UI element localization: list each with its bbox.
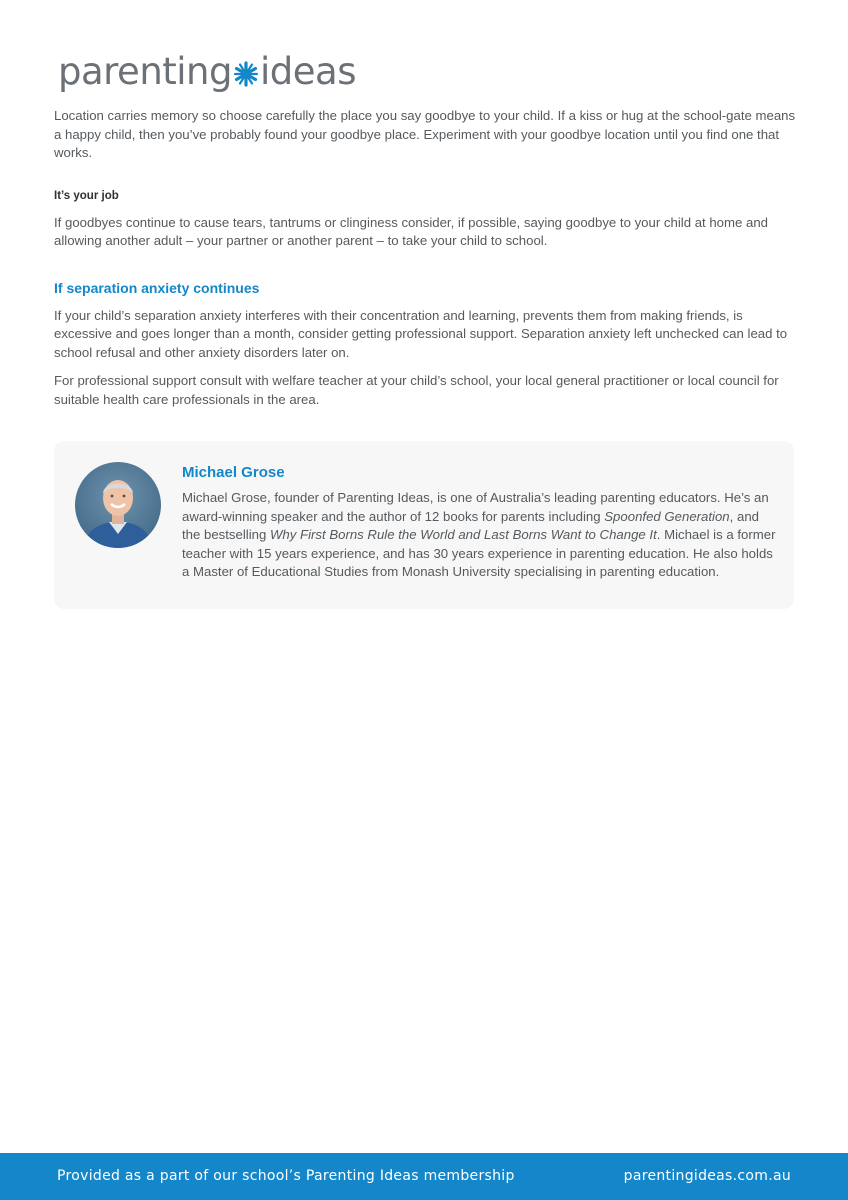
paragraph-goodbye-location: Location carries memory so choose carefully the place you say goodbye to your child. If a kiss or hug at the school-gate means a happy child, then you’ve probably found your goodbye place. Experiment with your goodbye location until you find one that works. bbox=[54, 108, 796, 160]
footer-membership-note: Provided as a part of our school’s Parenting Ideas membership bbox=[57, 1168, 515, 1184]
paragraph-its-your-job: If goodbyes continue to cause tears, tantrums or clinginess consider, if possible, saying goodbye to your child at home and allowing another adult – your partner or another parent – to take your child to school. bbox=[54, 214, 769, 248]
paragraph-professional-support-need: If your child’s separation anxiety interferes with their concentration and learning, prevents them from making friends, is excessive and goes longer than a month, consider getting professional support. Separation anxiety left unchecked can lead to school refusal and other anxiety disorders later on. bbox=[54, 307, 788, 360]
brand-logo bbox=[58, 50, 356, 94]
subheading-its-your-job: It’s your job bbox=[54, 189, 119, 202]
author-bio-text bbox=[182, 463, 778, 582]
bio-text-part-3: . Michael is a former teacher with 15 years experience, and has 30 years experience in parenting education. He also holds a Master of Educational Studies from Monash University specialising in parenting education. bbox=[182, 527, 776, 579]
author-portrait-photo bbox=[75, 462, 161, 548]
author-name: Michael Grose bbox=[182, 464, 285, 481]
logo-text-ideas: ideas bbox=[260, 50, 356, 93]
author-avatar bbox=[75, 462, 161, 548]
section-heading-separation-anxiety: If separation anxiety continues bbox=[54, 279, 260, 296]
footer-bar bbox=[0, 1153, 848, 1200]
article-content bbox=[54, 107, 796, 419]
bio-text-part-2: , and the bestselling bbox=[182, 508, 759, 542]
author-bio-paragraph bbox=[182, 489, 778, 582]
book-title-spoonfed: Spoonfed Generation bbox=[604, 508, 730, 524]
paragraph-professional-support-where: For professional support consult with welfare teacher at your child’s school, your local general practitioner or local council for suitable health care professionals in the area. bbox=[54, 373, 779, 407]
book-title-first-borns: Why First Borns Rule the World and Last Borns Want to Change It bbox=[269, 527, 657, 542]
bio-text-part-1: Michael Grose, founder of Parenting Ideas, is one of Australia’s leading parenting educators. He’s an award-winning speaker and the author of 12 books for parents including bbox=[182, 490, 769, 524]
asterisk-star-icon bbox=[233, 61, 259, 87]
logo-text-parenting: parenting bbox=[58, 50, 232, 93]
author-bio-card bbox=[54, 441, 794, 609]
footer-website-link[interactable]: parentingideas.com.au bbox=[623, 1168, 791, 1184]
